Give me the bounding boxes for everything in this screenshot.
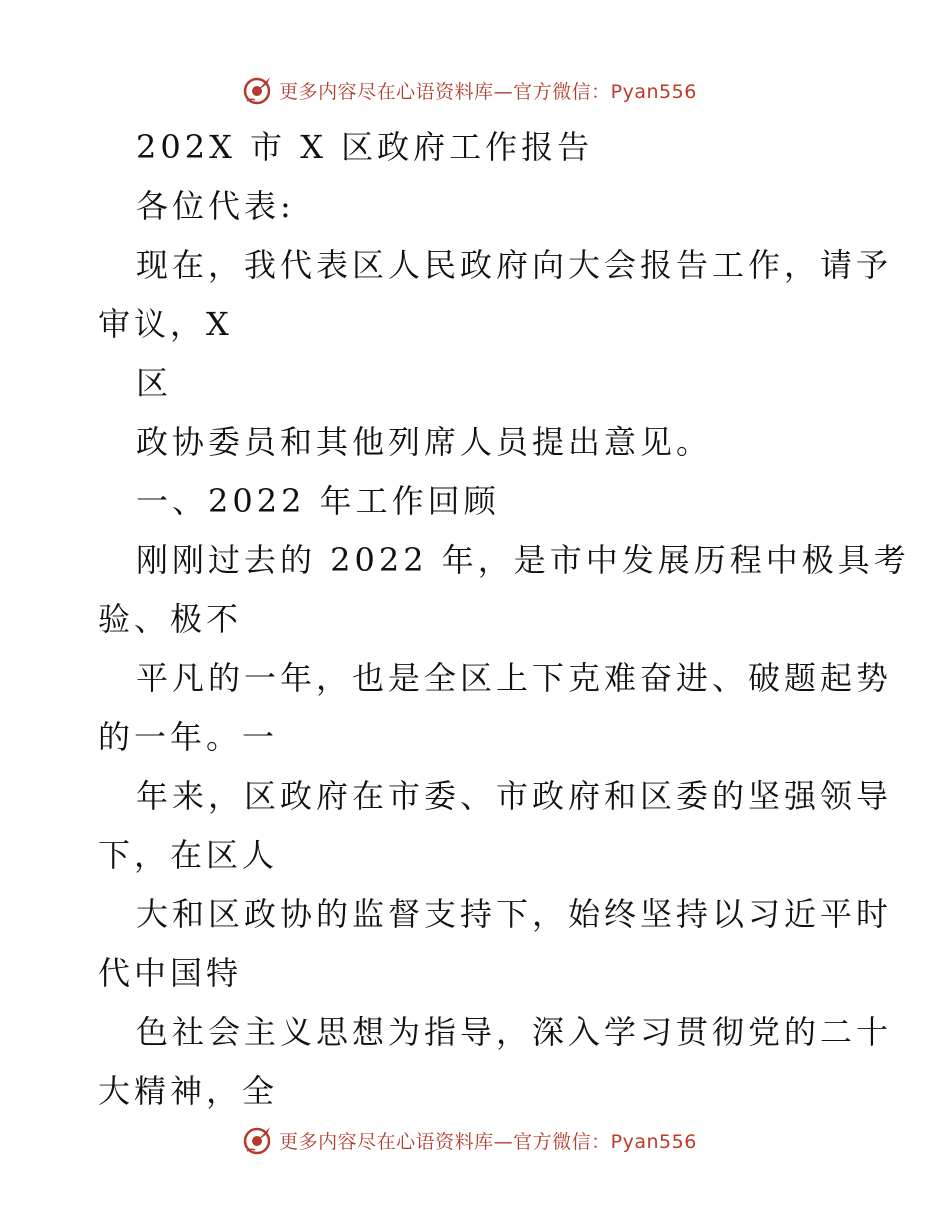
text-line: 大精神，全 [98,1072,279,1110]
text-line: 刚刚过去的 2022 年，是市中发展历程中极具考 [136,541,910,579]
text-line: 年来，区政府在市委、市政府和区委的坚强领导 [136,777,893,815]
header-watermark-inner [241,74,697,106]
text-line: 代中国特 [98,954,243,992]
text-line: 下，在区人 [98,836,279,874]
text-line: 验、极不 [98,600,243,638]
text-line: 政协委员和其他列席人员提出意见。 [136,423,713,461]
text-line: 现在，我代表区人民政府向大会报告工作，请予 [136,246,893,284]
quill-logo-icon [241,74,273,106]
header-watermark-banner [0,70,950,110]
footer-watermark-banner [0,1120,950,1160]
text-line: 平凡的一年，也是全区上下克难奋进、破题起势 [136,659,893,697]
text-line: 各位代表: [136,187,295,225]
text-line: 202X 市 X 区政府工作报告 [136,128,594,166]
text-line: 色社会主义思想为指导，深入学习贯彻党的二十 [136,1013,893,1051]
text-line: 大和区政协的监督支持下，始终坚持以习近平时 [136,895,893,933]
text-line: 一、2022 年工作回顾 [136,482,500,520]
text-line: 审议，X [98,305,233,343]
footer-watermark-inner [241,1124,697,1156]
quill-logo-icon [241,1124,273,1156]
document-body [98,118,910,1121]
header-watermark-text: 更多内容尽在心语资料库—官方微信：Pyan556 [279,80,697,103]
text-line: 的一年。一 [98,718,279,756]
text-line: 区 [136,364,173,402]
footer-watermark-text: 更多内容尽在心语资料库—官方微信：Pyan556 [279,1130,697,1153]
